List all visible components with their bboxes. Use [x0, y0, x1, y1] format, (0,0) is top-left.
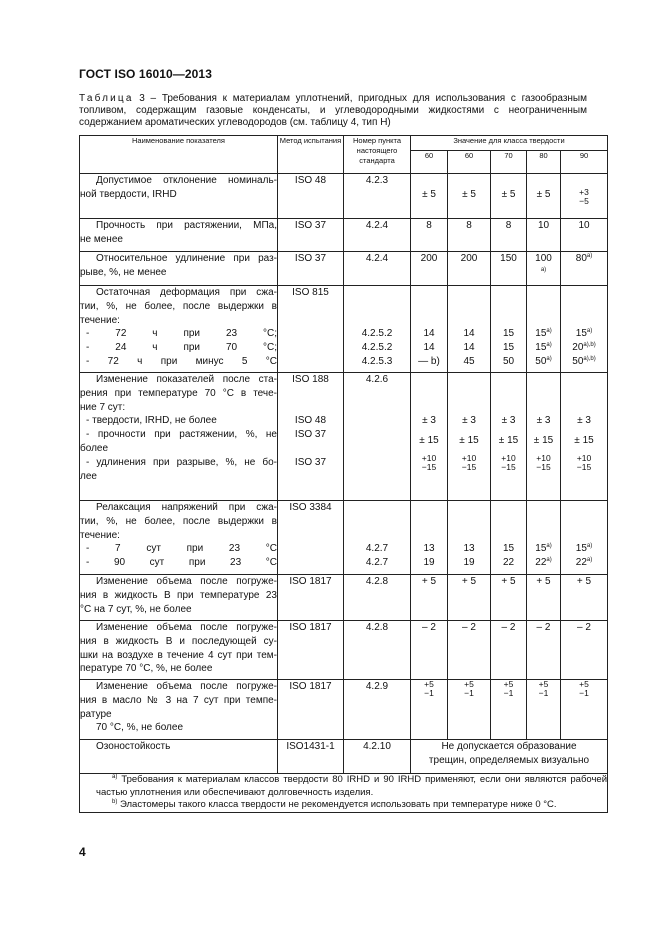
row-method: ISO 815: [278, 286, 344, 373]
note-b: $^{b)}$ Эластомеры такого класса твердости не рекомендуется использовать при температуре ниже 0 °С.: [112, 799, 557, 810]
value-cell: $15^{а)}$ $20^{а),b)}$ $50^{а),b)}$: [561, 286, 608, 373]
requirements-table: [79, 135, 608, 813]
value-cell: – 2: [448, 621, 491, 680]
row-name: Прочность при растяжении, МПа, не менее: [80, 219, 278, 252]
value-cell: + 5: [561, 575, 608, 621]
tolerance-value: +5 −1: [503, 679, 514, 698]
value-cell: – 2: [561, 621, 608, 680]
table-header-row: [80, 136, 608, 151]
document-header: ГОСТ ISO 16010—2013: [79, 67, 212, 81]
row-clause: 4.2.6: [344, 373, 411, 501]
row-method: ISO 37: [278, 252, 344, 286]
row-name: Изменение объема после погруже- ния в масло № 3 на 7 сут при темпе- ратуре 70 °С, %, не более: [80, 680, 278, 740]
value-cell: 15 15 50: [491, 286, 527, 373]
row-clause: 4.2.9: [344, 680, 411, 740]
tolerance-value: +5 −1: [464, 679, 474, 698]
table-row: [80, 621, 608, 680]
note-a: $^{а)}$ Требования к материалам классов твердости 80 IRHD и 90 IRHD применяют, если они являются рабочей частью уплотнения или обеспечивают долговечность изделия.: [96, 774, 608, 798]
class-header: 70: [491, 151, 527, 174]
table-row: [80, 680, 608, 740]
table-row: [80, 373, 608, 501]
row-clause: 4.2.10: [344, 740, 411, 774]
value-cell: 14 14 45: [448, 286, 491, 373]
value-cell: 8: [491, 219, 527, 252]
row-name: Озоностойкость: [80, 740, 278, 774]
row-clause: 4.2.4: [344, 219, 411, 252]
row-method: ISO 1817: [278, 575, 344, 621]
row-name: Релаксация напряжений при сжа- тии, %, не более, после выдержки в течение: - 7 сут при 23 °С - 90 сут при 23 °С: [80, 501, 278, 575]
table-row: [80, 174, 608, 219]
value-cell: 150: [491, 252, 527, 286]
row-method: ISO 48: [278, 174, 344, 219]
value-cell: 13 19: [448, 501, 491, 575]
value-cell: 14 14 — b): [411, 286, 448, 373]
caption-text: 3 – Требования к материалам уплотнений, пригодных для использования с газообразным топливом, содержащим газовые конденсаты, и углеводородными жидкостями с неограниченным содержанием ароматических углеводородов (см. таблицу 4, тип H): [79, 93, 587, 128]
value-cell: 200: [448, 252, 491, 286]
row-method: ISO 1817: [278, 621, 344, 680]
footnote-mark: а): [586, 253, 593, 259]
value-cell: ± 5: [422, 188, 436, 200]
value-cell: 10: [561, 219, 608, 252]
value-cell: + 5: [491, 575, 527, 621]
value-cell: – 2: [411, 621, 448, 680]
table-row: [80, 501, 608, 575]
table-row: [80, 575, 608, 621]
row-clause: 4.2.4: [344, 252, 411, 286]
value-cell: ± 5: [462, 188, 476, 200]
value-cell: $15^{а)}$ $15^{а)}$ $50^{а)}$: [527, 286, 561, 373]
class-header: 60: [448, 151, 491, 174]
tolerance-value: +5 −1: [424, 679, 434, 698]
value-cell: ± 3 ± 15 +10 −15: [561, 373, 608, 501]
header-name: Наименование показателя: [80, 136, 278, 174]
ozone-value: Не допускается образование трещин, определяемых визуально: [411, 740, 608, 774]
header-classes: Значение для класса твердости: [411, 136, 608, 151]
table-caption: [79, 93, 587, 129]
row-name: Изменение объема после погруже- ния в жидкость В и последующей су- шки на воздухе в течение 4 сут при тем- пературе 70 °С, %, не более: [80, 621, 278, 680]
row-method: ISO1431-1: [278, 740, 344, 774]
value-cell: ± 5: [501, 188, 516, 200]
table-row: [80, 740, 608, 774]
row-clause: 4.2.3: [344, 174, 411, 219]
table-notes-row: [80, 774, 608, 813]
value-cell: ± 3 ± 15 +10 −15: [527, 373, 561, 501]
header-method: Метод испытания: [278, 136, 344, 174]
value-cell: – 2: [527, 621, 561, 680]
value-cell: + 5: [411, 575, 448, 621]
table-row: [80, 219, 608, 252]
row-method: ISO 1817: [278, 680, 344, 740]
value-cell: ± 3 ± 15 +10 −15: [411, 373, 448, 501]
tolerance-value: +3 −5: [579, 186, 589, 206]
row-clause: 4.2.5.2 4.2.5.2 4.2.5.3: [344, 286, 411, 373]
value-cell: 100: [535, 253, 552, 264]
value-cell: 8: [411, 219, 448, 252]
row-name: Относительное удлинение при раз- рыве, %, не менее: [80, 252, 278, 286]
table-row: [80, 286, 608, 373]
value-cell: + 5: [527, 575, 561, 621]
row-method: ISO 37: [278, 219, 344, 252]
value-cell: ± 3 ± 15 +10 −15: [448, 373, 491, 501]
row-method: ISO 188 ISO 48 ISO 37 ISO 37: [278, 373, 344, 501]
table-row: [80, 252, 608, 286]
value-cell: 10: [527, 219, 561, 252]
row-clause: 4.2.8: [344, 575, 411, 621]
value-cell: 200: [411, 252, 448, 286]
row-name: Изменение объема после погруже- ния в жидкость В при температуре 23 °С на 7 сут, %, не более: [80, 575, 278, 621]
value-cell: – 2: [491, 621, 527, 680]
value-cell: 80: [575, 253, 587, 264]
value-cell: $15^{а)}$ $22^{а)}$: [561, 501, 608, 575]
page-number: 4: [79, 845, 86, 859]
value-cell: 13 19: [411, 501, 448, 575]
row-method: ISO 3384: [278, 501, 344, 575]
tolerance-value: +5 −1: [579, 679, 589, 698]
row-clause: 4.2.7 4.2.7: [344, 501, 411, 575]
header-clause: Номер пункта настоящего стандарта: [344, 136, 411, 174]
class-header: 90: [561, 151, 608, 174]
caption-label: Таблица: [79, 93, 134, 104]
class-header: 60: [411, 151, 448, 174]
row-name: Остаточная деформация при сжа- тии, %, не более, после выдержки в течение: - 72 ч при 23 °С; - 24 ч при 70 °С; - 72 ч при минус 5 °С: [80, 286, 278, 373]
table-notes: [80, 774, 608, 813]
row-clause: 4.2.8: [344, 621, 411, 680]
value-cell: + 5: [448, 575, 491, 621]
value-cell: 15 22: [491, 501, 527, 575]
value-cell: $15^{а)}$ $22^{а)}$: [527, 501, 561, 575]
value-cell: ± 3 ± 15 +10 −15: [491, 373, 527, 501]
footnote-mark: а): [540, 266, 547, 273]
class-header: 80: [527, 151, 561, 174]
value-cell: 8: [448, 219, 491, 252]
tolerance-value: +5 −1: [538, 679, 549, 698]
row-name: Изменение показателей после ста- рения при температуре 70 °С в тече- ние 7 сут: - твердости, IRHD, не более - прочности при растяжении, %, не более - удлинения при разрыве, %, не бо- лее: [80, 373, 278, 501]
row-name: Допустимое отклонение номиналь- ной твердости, IRHD: [80, 174, 278, 219]
value-cell: ± 5: [536, 188, 551, 200]
